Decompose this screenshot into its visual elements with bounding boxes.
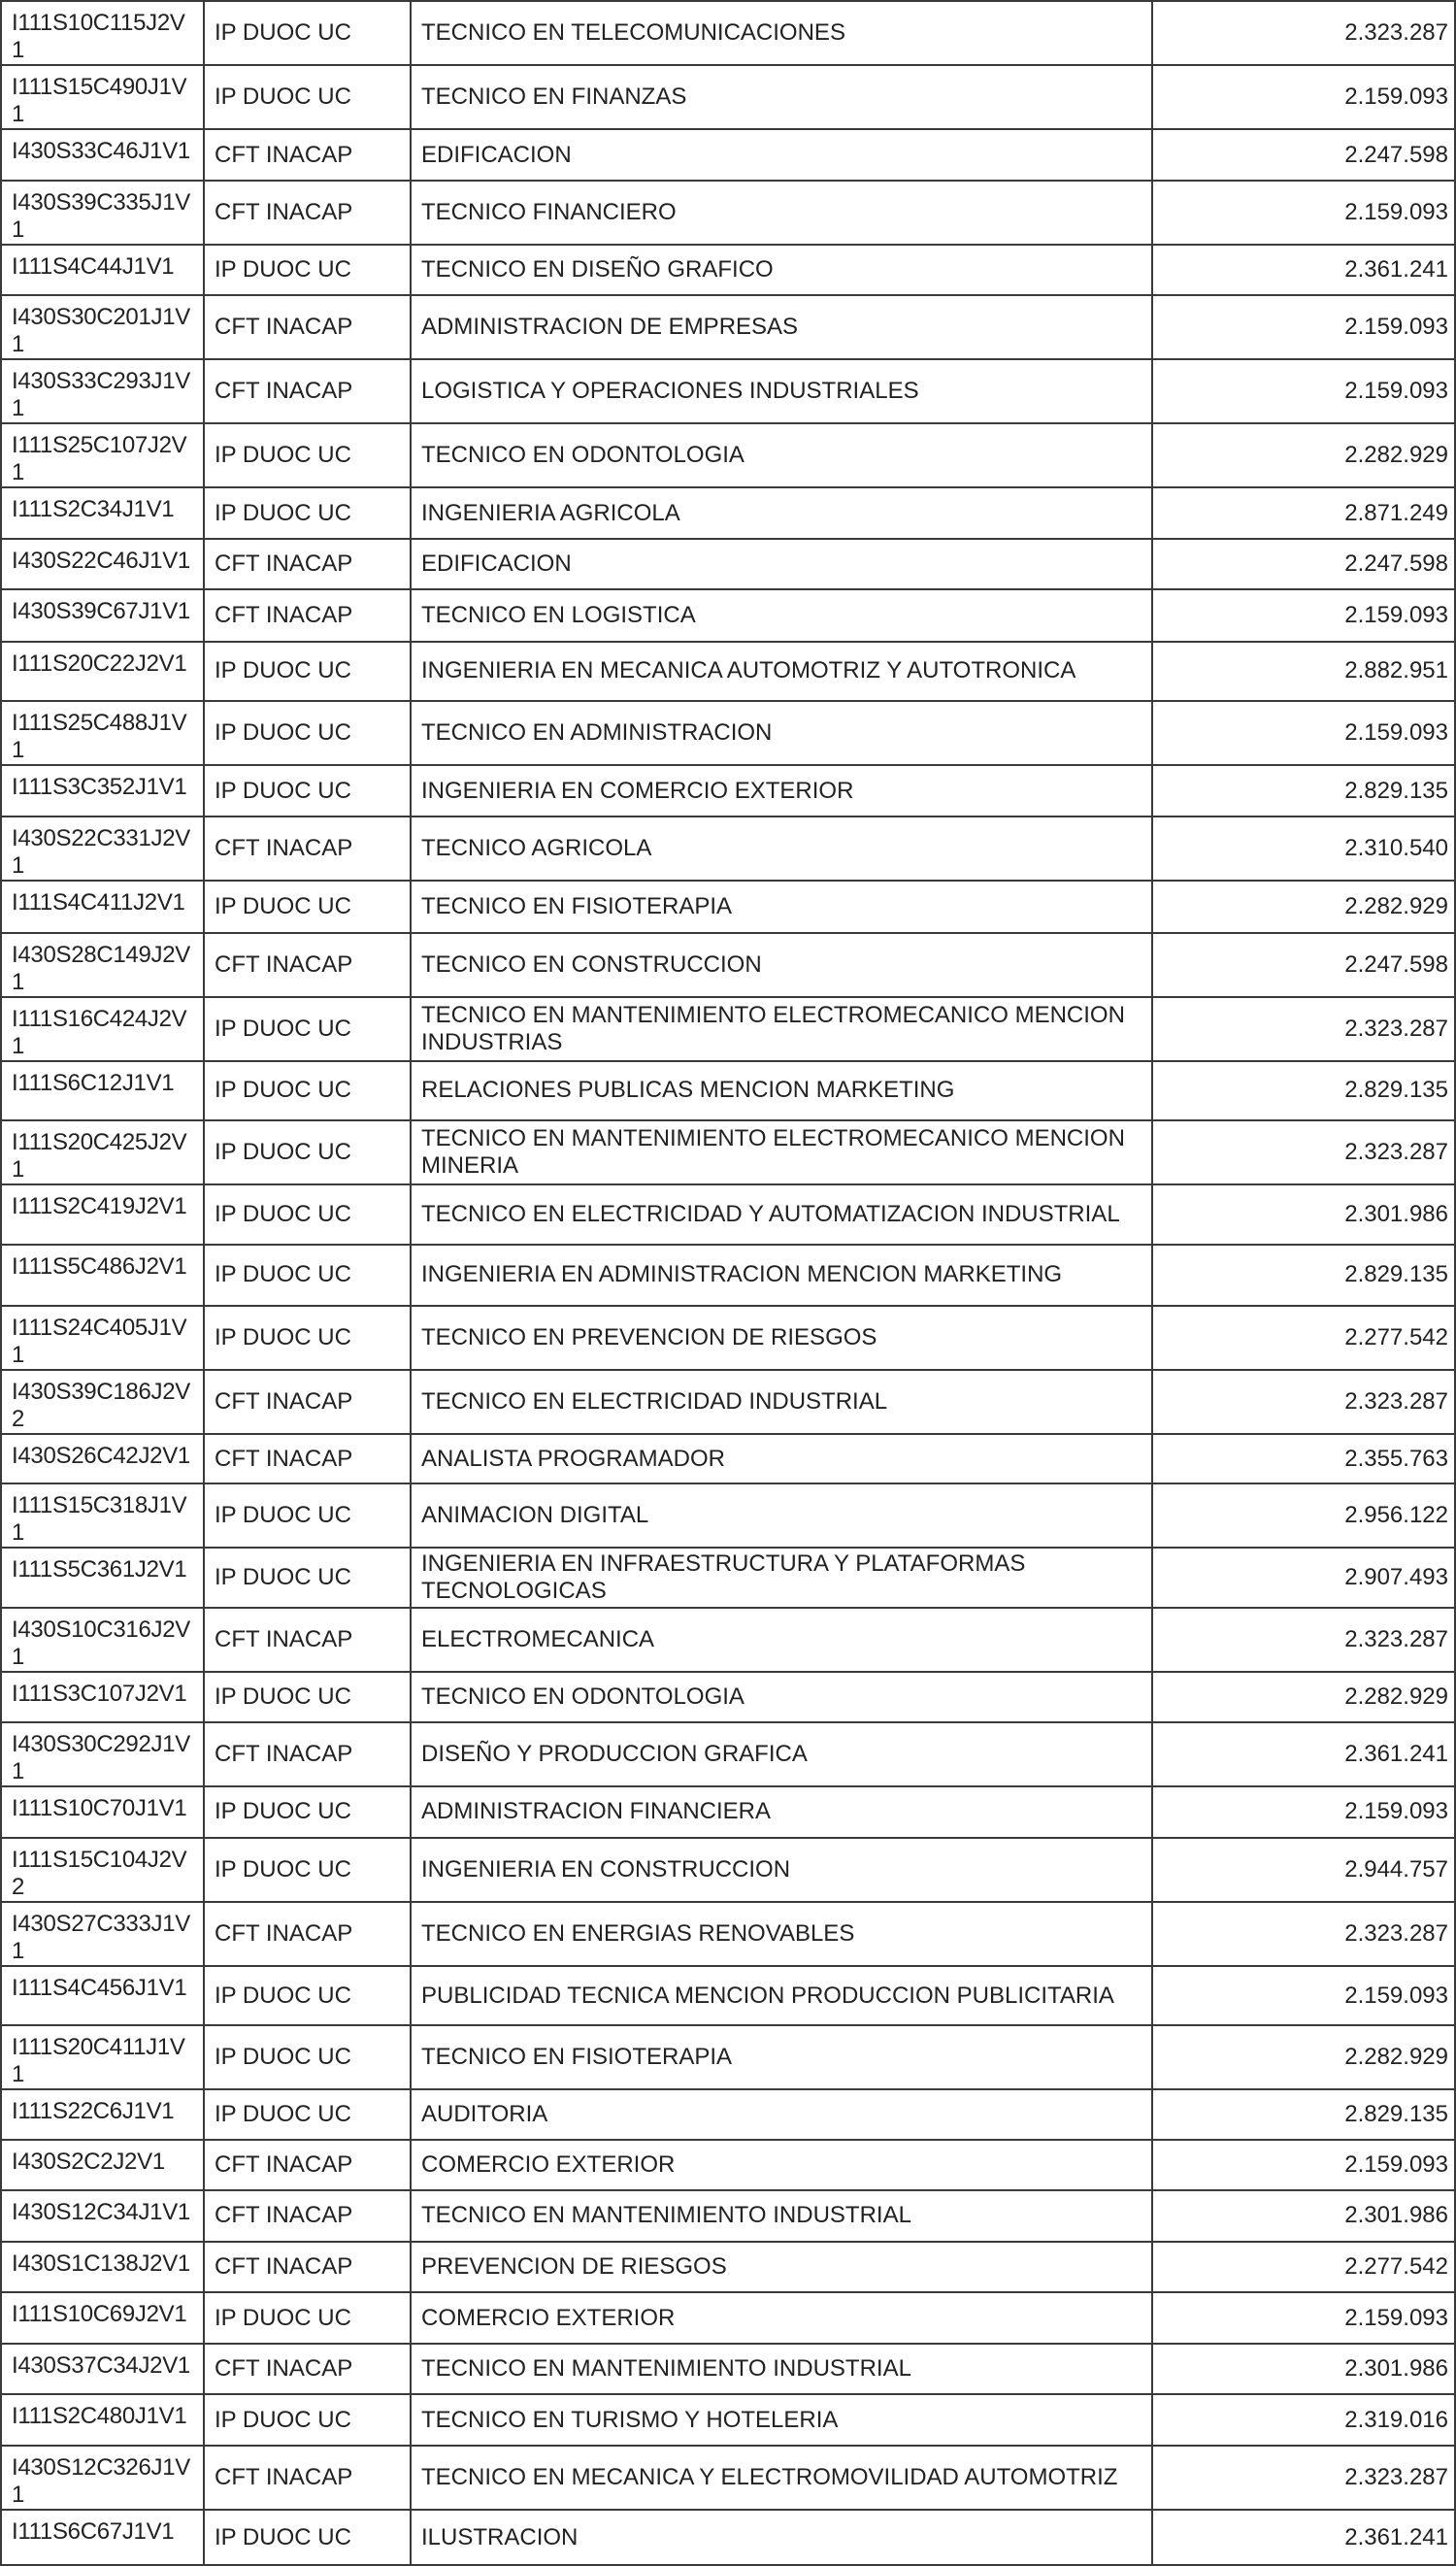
code-cell: I430S22C46J1V1 [1,539,204,589]
table-row [1,2344,1455,2394]
table-row [1,881,1455,932]
institution-cell: CFT INACAP [204,2242,411,2292]
program-cell: INGENIERIA EN MECANICA AUTOMOTRIZ Y AUTOTRONICA [411,642,1152,701]
institution-cell: IP DUOC UC [204,1,411,65]
code-cell: I111S20C425J2V1 [1,1120,204,1184]
institution-cell: IP DUOC UC [204,997,411,1061]
amount-cell: 2.355.763 [1152,1434,1455,1484]
code-cell: I111S22C6J1V1 [1,2089,204,2140]
institution-cell: CFT INACAP [204,933,411,997]
table-row [1,129,1455,181]
institution-cell: IP DUOC UC [204,1966,411,2025]
code-cell: I111S5C361J2V1 [1,1548,204,1607]
table-row [1,1306,1455,1370]
code-cell: I430S33C293J1V1 [1,359,204,423]
code-cell: I111S15C490J1V1 [1,65,204,129]
program-cell: EDIFICACION [411,539,1152,589]
program-cell: TECNICO EN ELECTRICIDAD INDUSTRIAL [411,1370,1152,1434]
institution-cell: IP DUOC UC [204,2394,411,2446]
program-cell: TECNICO EN LOGISTICA [411,589,1152,641]
code-cell: I111S10C70J1V1 [1,1786,204,1838]
institution-cell: IP DUOC UC [204,1061,411,1120]
amount-cell: 2.361.241 [1152,2510,1455,2565]
institution-cell: CFT INACAP [204,181,411,245]
code-cell: I430S37C34J2V1 [1,2344,204,2394]
amount-cell: 2.301.986 [1152,2344,1455,2394]
amount-cell: 2.277.542 [1152,1306,1455,1370]
code-cell: I111S16C424J2V1 [1,997,204,1061]
amount-cell: 2.282.929 [1152,881,1455,932]
institution-cell: CFT INACAP [204,539,411,589]
table-row [1,1184,1455,1244]
table-row [1,423,1455,487]
program-cell: TECNICO EN FISIOTERAPIA [411,2025,1152,2089]
code-cell: I111S6C12J1V1 [1,1061,204,1120]
institution-cell: IP DUOC UC [204,1548,411,1607]
code-cell: I111S4C44J1V1 [1,245,204,295]
program-cell: COMERCIO EXTERIOR [411,2140,1152,2190]
institution-cell: IP DUOC UC [204,2025,411,2089]
institution-cell: IP DUOC UC [204,1838,411,1902]
institution-cell: IP DUOC UC [204,245,411,295]
amount-cell: 2.159.093 [1152,2292,1455,2344]
table-row [1,487,1455,539]
code-cell: I111S25C107J2V1 [1,423,204,487]
program-cell: TECNICO EN FINANZAS [411,65,1152,129]
code-cell: I430S1C138J2V1 [1,2242,204,2292]
code-cell: I430S39C67J1V1 [1,589,204,641]
institution-cell: IP DUOC UC [204,1786,411,1838]
institution-cell: IP DUOC UC [204,1245,411,1306]
program-cell: INGENIERIA AGRICOLA [411,487,1152,539]
code-cell: I430S12C326J1V1 [1,2446,204,2510]
amount-cell: 2.323.287 [1152,2446,1455,2510]
code-cell: I111S20C22J2V1 [1,642,204,701]
code-cell: I430S27C333J1V1 [1,1902,204,1966]
code-cell: I111S4C411J2V1 [1,881,204,932]
institution-cell: IP DUOC UC [204,2292,411,2344]
program-cell: TECNICO EN MANTENIMIENTO INDUSTRIAL [411,2344,1152,2394]
program-cell: LOGISTICA Y OPERACIONES INDUSTRIALES [411,359,1152,423]
amount-cell: 2.956.122 [1152,1483,1455,1548]
code-cell: I111S15C318J1V1 [1,1483,204,1548]
program-cell: INGENIERIA EN ADMINISTRACION MENCION MARKETING [411,1245,1152,1306]
program-cell: TECNICO AGRICOLA [411,816,1152,881]
amount-cell: 2.159.093 [1152,1786,1455,1838]
code-cell: I111S2C480J1V1 [1,2394,204,2446]
institution-cell: IP DUOC UC [204,487,411,539]
table-row [1,1370,1455,1434]
table-row [1,933,1455,997]
table-row [1,701,1455,765]
table-row [1,65,1455,129]
institution-cell: CFT INACAP [204,1370,411,1434]
program-cell: PUBLICIDAD TECNICA MENCION PRODUCCION PUBLICITARIA [411,1966,1152,2025]
table-row [1,2025,1455,2089]
code-cell: I111S15C104J2V2 [1,1838,204,1902]
program-cell: TECNICO EN MANTENIMIENTO ELECTROMECANICO MENCION MINERIA [411,1120,1152,1184]
institution-cell: IP DUOC UC [204,1306,411,1370]
program-cell: TECNICO EN ENERGIAS RENOVABLES [411,1902,1152,1966]
table-row [1,2089,1455,2140]
code-cell: I111S2C419J2V1 [1,1184,204,1244]
program-cell: TECNICO EN ODONTOLOGIA [411,423,1152,487]
code-cell: I111S4C456J1V1 [1,1966,204,2025]
institution-cell: CFT INACAP [204,2446,411,2510]
amount-cell: 2.282.929 [1152,423,1455,487]
program-cell: RELACIONES PUBLICAS MENCION MARKETING [411,1061,1152,1120]
table-row [1,1061,1455,1120]
table-row [1,1,1455,65]
table-row [1,1786,1455,1838]
institution-cell: CFT INACAP [204,295,411,359]
program-cell: ILUSTRACION [411,2510,1152,2565]
table-row [1,2292,1455,2344]
institution-cell: IP DUOC UC [204,65,411,129]
program-cell: TECNICO EN TELECOMUNICACIONES [411,1,1152,65]
program-cell: ELECTROMECANICA [411,1608,1152,1672]
institution-cell: CFT INACAP [204,129,411,181]
table-row [1,539,1455,589]
table-row [1,245,1455,295]
programs-table-body [1,1,1455,2565]
code-cell: I430S30C201J1V1 [1,295,204,359]
table-row [1,2446,1455,2510]
program-cell: TECNICO EN ADMINISTRACION [411,701,1152,765]
table-row [1,2190,1455,2242]
table-row [1,765,1455,816]
code-cell: I430S22C331J2V1 [1,816,204,881]
program-cell: TECNICO EN MECANICA Y ELECTROMOVILIDAD AUTOMOTRIZ [411,2446,1152,2510]
code-cell: I111S10C69J2V1 [1,2292,204,2344]
institution-cell: IP DUOC UC [204,765,411,816]
program-cell: TECNICO EN FISIOTERAPIA [411,881,1152,932]
program-cell: DISEÑO Y PRODUCCION GRAFICA [411,1722,1152,1786]
code-cell: I111S25C488J1V1 [1,701,204,765]
amount-cell: 2.944.757 [1152,1838,1455,1902]
amount-cell: 2.829.135 [1152,1061,1455,1120]
program-cell: ANIMACION DIGITAL [411,1483,1152,1548]
amount-cell: 2.907.493 [1152,1548,1455,1607]
amount-cell: 2.159.093 [1152,359,1455,423]
amount-cell: 2.323.287 [1152,1,1455,65]
program-cell: ADMINISTRACION FINANCIERA [411,1786,1152,1838]
institution-cell: CFT INACAP [204,1902,411,1966]
code-cell: I111S5C486J2V1 [1,1245,204,1306]
code-cell: I111S3C352J1V1 [1,765,204,816]
table-row [1,1434,1455,1484]
amount-cell: 2.159.093 [1152,1966,1455,2025]
institution-cell: CFT INACAP [204,2140,411,2190]
table-row [1,1672,1455,1722]
program-cell: PREVENCION DE RIESGOS [411,2242,1152,2292]
table-row [1,1120,1455,1184]
institution-cell: IP DUOC UC [204,701,411,765]
amount-cell: 2.159.093 [1152,701,1455,765]
amount-cell: 2.882.951 [1152,642,1455,701]
amount-cell: 2.282.929 [1152,2025,1455,2089]
amount-cell: 2.247.598 [1152,129,1455,181]
code-cell: I430S2C2J2V1 [1,2140,204,2190]
institution-cell: CFT INACAP [204,589,411,641]
program-cell: ADMINISTRACION DE EMPRESAS [411,295,1152,359]
institution-cell: IP DUOC UC [204,1120,411,1184]
institution-cell: IP DUOC UC [204,1184,411,1244]
code-cell: I111S10C115J2V1 [1,1,204,65]
table-row [1,1548,1455,1607]
program-cell: TECNICO EN PREVENCION DE RIESGOS [411,1306,1152,1370]
program-cell: EDIFICACION [411,129,1152,181]
table-row [1,1608,1455,1672]
table-row [1,816,1455,881]
amount-cell: 2.277.542 [1152,2242,1455,2292]
table-row [1,2510,1455,2565]
code-cell: I430S39C335J1V1 [1,181,204,245]
code-cell: I430S10C316J2V1 [1,1608,204,1672]
institution-cell: IP DUOC UC [204,881,411,932]
amount-cell: 2.159.093 [1152,295,1455,359]
code-cell: I430S33C46J1V1 [1,129,204,181]
amount-cell: 2.323.287 [1152,1120,1455,1184]
program-cell: TECNICO EN MANTENIMIENTO INDUSTRIAL [411,2190,1152,2242]
institution-cell: CFT INACAP [204,1722,411,1786]
program-cell: TECNICO EN TURISMO Y HOTELERIA [411,2394,1152,2446]
program-cell: TECNICO EN ELECTRICIDAD Y AUTOMATIZACION INDUSTRIAL [411,1184,1152,1244]
amount-cell: 2.159.093 [1152,181,1455,245]
institution-cell: CFT INACAP [204,1608,411,1672]
table-row [1,997,1455,1061]
table-row [1,1483,1455,1548]
code-cell: I430S28C149J2V1 [1,933,204,997]
program-cell: INGENIERIA EN INFRAESTRUCTURA Y PLATAFORMAS TECNOLOGICAS [411,1548,1152,1607]
amount-cell: 2.159.093 [1152,2140,1455,2190]
program-cell: INGENIERIA EN COMERCIO EXTERIOR [411,765,1152,816]
amount-cell: 2.829.135 [1152,2089,1455,2140]
amount-cell: 2.323.287 [1152,1370,1455,1434]
institution-cell: IP DUOC UC [204,2089,411,2140]
table-row [1,1902,1455,1966]
code-cell: I111S3C107J2V1 [1,1672,204,1722]
table-row [1,2140,1455,2190]
institution-cell: IP DUOC UC [204,423,411,487]
table-row [1,2242,1455,2292]
code-cell: I111S2C34J1V1 [1,487,204,539]
code-cell: I111S20C411J1V1 [1,2025,204,2089]
program-cell: ANALISTA PROGRAMADOR [411,1434,1152,1484]
institution-cell: IP DUOC UC [204,642,411,701]
table-row [1,295,1455,359]
table-row [1,359,1455,423]
program-cell: INGENIERIA EN CONSTRUCCION [411,1838,1152,1902]
institution-cell: IP DUOC UC [204,1672,411,1722]
amount-cell: 2.361.241 [1152,1722,1455,1786]
institution-cell: CFT INACAP [204,2344,411,2394]
amount-cell: 2.829.135 [1152,1245,1455,1306]
program-cell: TECNICO EN MANTENIMIENTO ELECTROMECANICO MENCION INDUSTRIAS [411,997,1152,1061]
program-cell: AUDITORIA [411,2089,1152,2140]
program-cell: COMERCIO EXTERIOR [411,2292,1152,2344]
amount-cell: 2.871.249 [1152,487,1455,539]
amount-cell: 2.159.093 [1152,65,1455,129]
code-cell: I430S12C34J1V1 [1,2190,204,2242]
amount-cell: 2.247.598 [1152,933,1455,997]
code-cell: I111S6C67J1V1 [1,2510,204,2565]
institution-cell: IP DUOC UC [204,2510,411,2565]
amount-cell: 2.301.986 [1152,2190,1455,2242]
table-row [1,1722,1455,1786]
table-row [1,642,1455,701]
institution-cell: IP DUOC UC [204,1483,411,1548]
amount-cell: 2.310.540 [1152,816,1455,881]
table-row [1,1838,1455,1902]
amount-cell: 2.159.093 [1152,589,1455,641]
amount-cell: 2.323.287 [1152,1608,1455,1672]
institution-cell: CFT INACAP [204,359,411,423]
amount-cell: 2.282.929 [1152,1672,1455,1722]
amount-cell: 2.247.598 [1152,539,1455,589]
table-row [1,181,1455,245]
institution-cell: CFT INACAP [204,1434,411,1484]
program-cell: TECNICO EN CONSTRUCCION [411,933,1152,997]
code-cell: I111S24C405J1V1 [1,1306,204,1370]
amount-cell: 2.323.287 [1152,1902,1455,1966]
institution-cell: CFT INACAP [204,2190,411,2242]
institution-cell: CFT INACAP [204,816,411,881]
table-row [1,589,1455,641]
amount-cell: 2.361.241 [1152,245,1455,295]
table-row [1,1245,1455,1306]
amount-cell: 2.319.016 [1152,2394,1455,2446]
program-cell: TECNICO EN DISEÑO GRAFICO [411,245,1152,295]
code-cell: I430S39C186J2V2 [1,1370,204,1434]
amount-cell: 2.301.986 [1152,1184,1455,1244]
code-cell: I430S26C42J2V1 [1,1434,204,1484]
amount-cell: 2.323.287 [1152,997,1455,1061]
program-cell: TECNICO FINANCIERO [411,181,1152,245]
amount-cell: 2.829.135 [1152,765,1455,816]
code-cell: I430S30C292J1V1 [1,1722,204,1786]
table-row [1,2394,1455,2446]
table-row [1,1966,1455,2025]
program-cell: TECNICO EN ODONTOLOGIA [411,1672,1152,1722]
